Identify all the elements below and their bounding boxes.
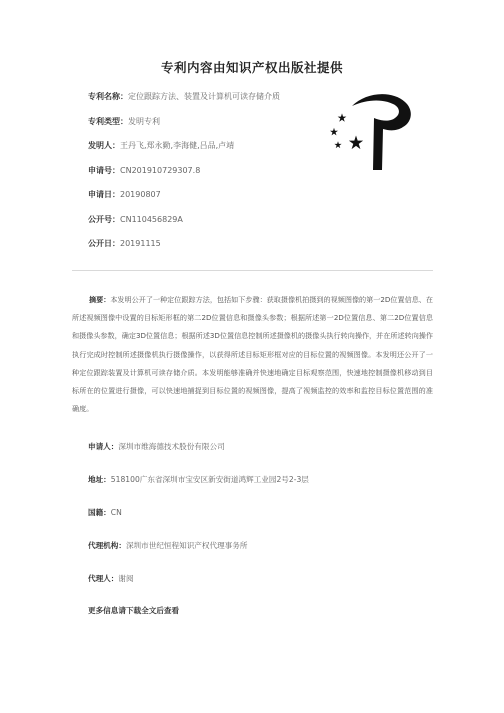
info-row-address [88, 475, 448, 485]
abstract [72, 291, 433, 418]
meta-row-type [88, 117, 348, 127]
meta-label: 发明人： [88, 141, 120, 150]
patent-meta [88, 92, 348, 264]
info-label: 申请人： [88, 442, 119, 451]
meta-value: CN110456829A [120, 214, 183, 224]
info-value: 深圳市维海德技术股份有限公司 [118, 442, 225, 451]
info-value: 深圳市世纪恒程知识产权代理事务所 [125, 541, 248, 550]
meta-value: CN201910729307.8 [120, 165, 201, 175]
meta-value: 20190807 [120, 190, 161, 199]
info-row-applicant [88, 442, 448, 452]
meta-row-publication-number [88, 215, 348, 225]
applicant-info [88, 442, 448, 607]
abstract-text: 本发明公开了一种定位跟踪方法，包括如下步骤：获取摄像机拍摄到的视频图像的第一2D位置信息、在所述视频图像中设置的目标矩形框的第二2D位置信息和摄像头参数；根据所述第一2D位置信息、第二2D位置信息和摄像头参数，确定3D位置信息；根据所述3D位置信息控制所述摄像机的摄像头执行转向操作，并在所述转向操作执行完成时控制所述摄像机执行摄像操作，以获得所述目标矩形框对应的目标位置的视频图像。本发明还公开了一种定位跟踪装置及计算机可读存储介质。本发明能够准确并快速地确定目标观察范围，快速地控制摄像机移动到目标所在的位置进行摄像，可以快速地捕捉到目标位置的视频图像，提高了视频监控的效率和监控目标位置范围的准确度。 [72, 295, 433, 414]
info-row-agent [88, 574, 448, 584]
more-info-note: 更多信息请下载全文后查看 [88, 606, 180, 615]
info-value: 518100广东省深圳市宝安区新安街道鸿辉工业园2号2-3层 [110, 475, 309, 484]
meta-row-publication-date [88, 239, 348, 249]
meta-label: 专利类型： [88, 116, 128, 126]
info-label: 地址： [88, 475, 111, 484]
section-divider [72, 270, 433, 271]
info-label: 代理人： [88, 574, 119, 583]
meta-row-application-number [88, 166, 348, 176]
meta-row-name [88, 92, 348, 102]
meta-label: 申请日： [88, 190, 120, 199]
meta-row-application-date [88, 190, 348, 200]
meta-value: 定位跟踪方法、装置及计算机可读存储介质 [128, 92, 280, 101]
page-title: 专利内容由知识产权出版社提供 [160, 60, 343, 75]
cnipa-emblem-icon [322, 92, 420, 170]
meta-value: 王丹飞,郑永勤,李海健,吕品,卢靖 [120, 141, 235, 150]
info-value: 谢阅 [118, 574, 134, 583]
abstract-label: 摘要： [89, 295, 111, 304]
info-label: 代理机构： [88, 541, 126, 550]
meta-value: 发明专利 [128, 116, 160, 126]
meta-label: 申请号： [88, 165, 120, 175]
meta-label: 专利名称： [88, 92, 128, 101]
info-row-nationality [88, 508, 448, 518]
info-row-agency [88, 541, 448, 551]
meta-label: 公开日： [88, 239, 120, 248]
meta-row-inventors [88, 141, 348, 151]
info-label: 国籍： [88, 508, 111, 517]
meta-label: 公开号： [88, 214, 120, 224]
meta-value: 20191115 [120, 239, 161, 248]
info-value: CN [110, 508, 122, 517]
